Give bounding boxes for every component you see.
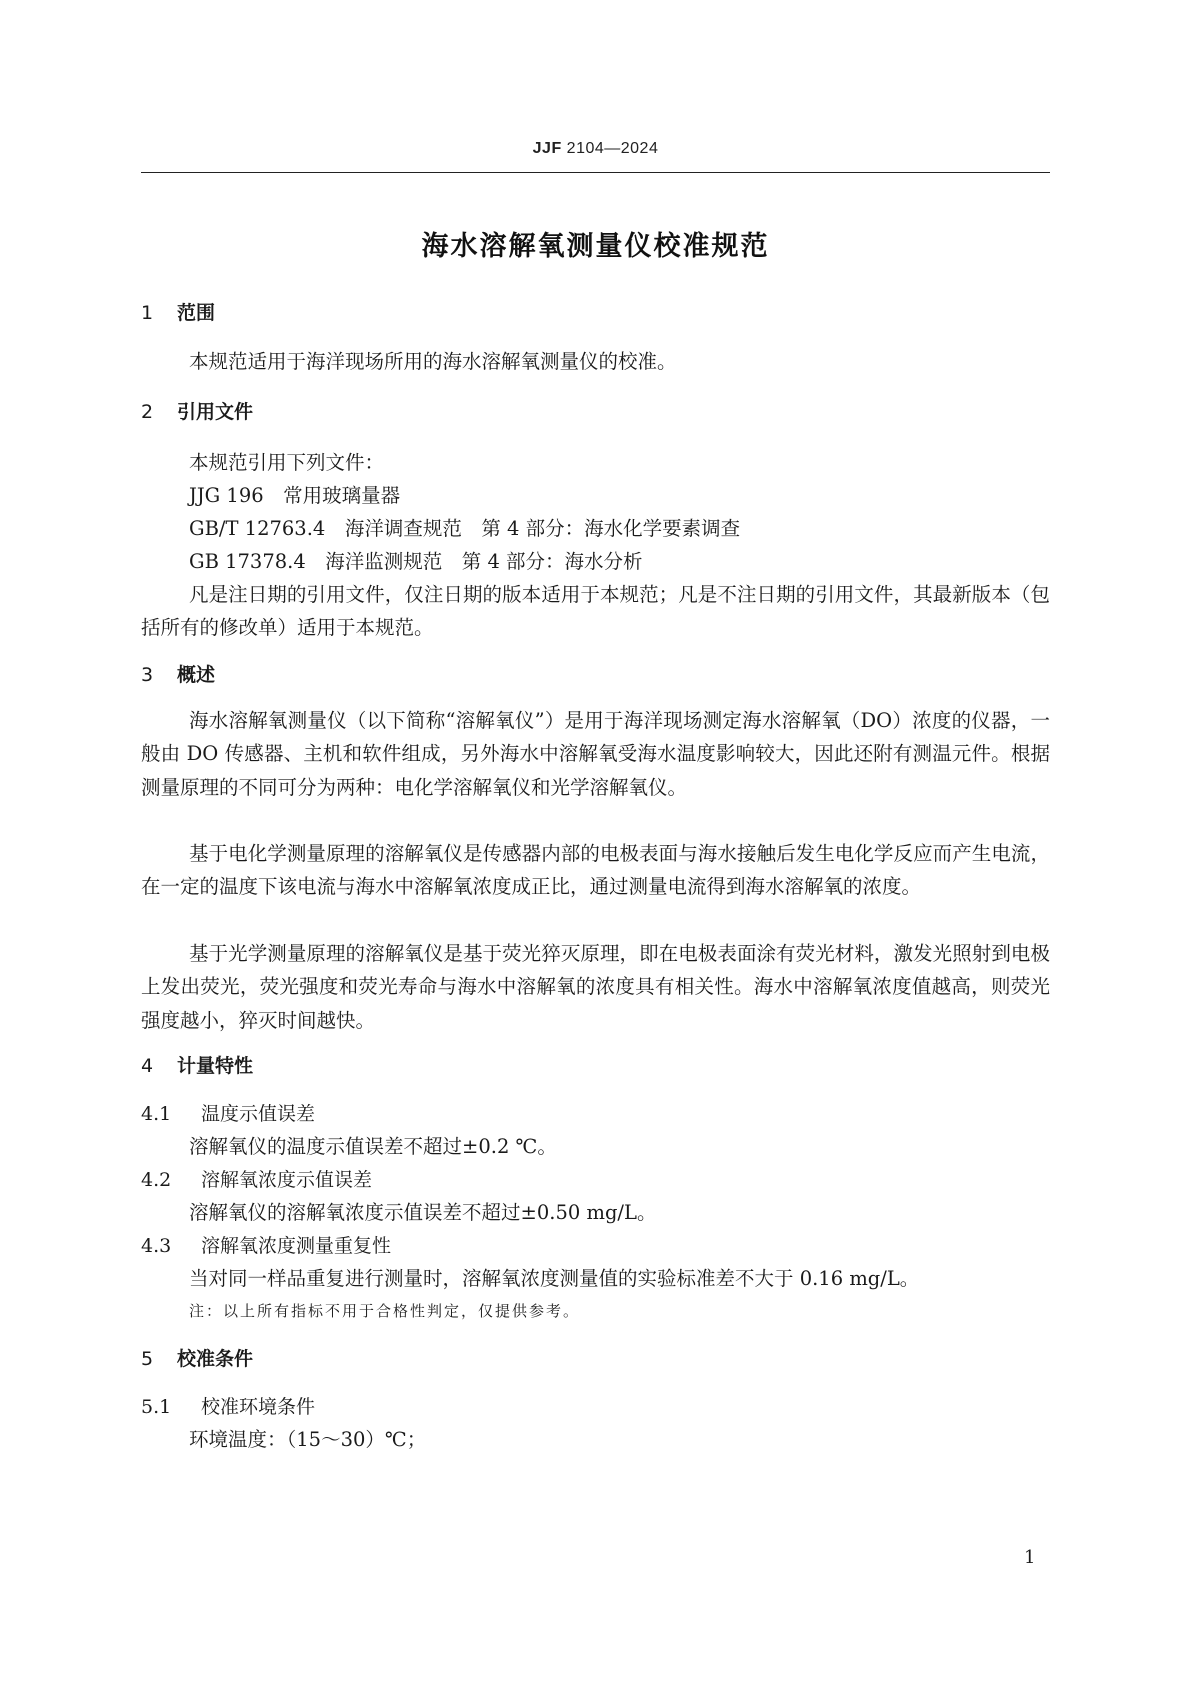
subsection-4-3-text: 当对同一样品重复进行测量时，溶解氧浓度测量值的实验标准差不大于 0.16 mg/L。 [189, 1267, 920, 1290]
references-intro: 本规范引用下列文件： [189, 451, 385, 474]
subsection-number: 5.1 [141, 1396, 172, 1418]
subsection-4-2-heading [141, 1167, 372, 1193]
subsection-title: 校准环境条件 [201, 1396, 316, 1418]
subsection-number: 4.2 [141, 1169, 172, 1191]
subsection-4-1-text: 溶解氧仪的温度示值误差不超过±0.2 ℃。 [189, 1135, 557, 1158]
section-number: 4 [141, 1055, 154, 1077]
section-number: 3 [141, 664, 154, 686]
subsection-title: 溶解氧浓度测量重复性 [201, 1235, 392, 1257]
reference-item: GB/T 12763.4 海洋调查规范 第 4 部分：海水化学要素调查 [189, 517, 741, 540]
section-4-heading [141, 1053, 253, 1079]
subsection-4-1-heading [141, 1101, 315, 1127]
note: 注：以上所有指标不用于合格性判定，仅提供参考。 [189, 1302, 581, 1320]
reference-item: GB 17378.4 海洋监测规范 第 4 部分：海水分析 [189, 550, 643, 573]
subsection-4-2-text: 溶解氧仪的溶解氧浓度示值误差不超过±0.50 mg/L。 [189, 1201, 657, 1224]
subsection-title: 温度示值误差 [201, 1103, 316, 1125]
subsection-number: 4.3 [141, 1235, 172, 1257]
section-1-heading [141, 300, 215, 326]
subsection-5-1-heading [141, 1394, 315, 1420]
section-title: 计量特性 [177, 1055, 254, 1077]
section-number: 2 [141, 401, 154, 423]
standard-code [0, 140, 1191, 158]
subsection-title: 溶解氧浓度示值误差 [201, 1169, 373, 1191]
overview-paragraph-3: 基于光学测量原理的溶解氧仪是基于荧光猝灭原理，即在电极表面涂有荧光材料，激发光照射到电极上发出荧光，荧光强度和荧光寿命与海水中溶解氧的浓度具有相关性。海水中溶解氧浓度值越高，则荧光强度越小，猝灭时间越快。 [141, 942, 1050, 1032]
section-number: 5 [141, 1348, 154, 1370]
header-rule [141, 172, 1050, 173]
section-title: 引用文件 [177, 401, 254, 423]
section-5-heading [141, 1346, 253, 1372]
standard-code-number: 2104—2024 [561, 140, 659, 157]
references-closing-paragraph: 凡是注日期的引用文件，仅注日期的版本适用于本规范；凡是不注日期的引用文件，其最新版本（包括所有的修改单）适用于本规范。 [141, 583, 1050, 640]
overview-paragraph-2: 基于电化学测量原理的溶解氧仪是传感器内部的电极表面与海水接触后发生电化学反应而产生电流，在一定的温度下该电流与海水中溶解氧浓度成正比，通过测量电流得到海水溶解氧的浓度。 [141, 842, 1050, 899]
page-number: 1 [1024, 1547, 1036, 1568]
section-title: 概述 [177, 664, 216, 686]
document-title: 海水溶解氧测量仪校准规范 [421, 231, 770, 262]
standard-code-prefix: JJF [532, 140, 562, 157]
section-1-text: 本规范适用于海洋现场所用的海水溶解氧测量仪的校准。 [189, 350, 677, 373]
overview-paragraph-1: 海水溶解氧测量仪（以下简称“溶解氧仪”）是用于海洋现场测定海水溶解氧（DO）浓度的仪器，一般由 DO 传感器、主机和软件组成，另外海水中溶解氧受海水温度影响较大，因此还附有测温元件。根据测量原理的不同可分为两种：电化学溶解氧仪和光学溶解氧仪。 [141, 709, 1050, 799]
section-number: 1 [141, 302, 154, 324]
section-3-heading [141, 662, 215, 688]
section-title: 范围 [177, 302, 216, 324]
subsection-number: 4.1 [141, 1103, 172, 1125]
section-2-heading [141, 399, 253, 425]
section-title: 校准条件 [177, 1348, 254, 1370]
subsection-5-1-text: 环境温度：（15～30）℃； [189, 1428, 427, 1451]
subsection-4-3-heading [141, 1233, 391, 1259]
reference-item: JJG 196 常用玻璃量器 [189, 484, 401, 507]
